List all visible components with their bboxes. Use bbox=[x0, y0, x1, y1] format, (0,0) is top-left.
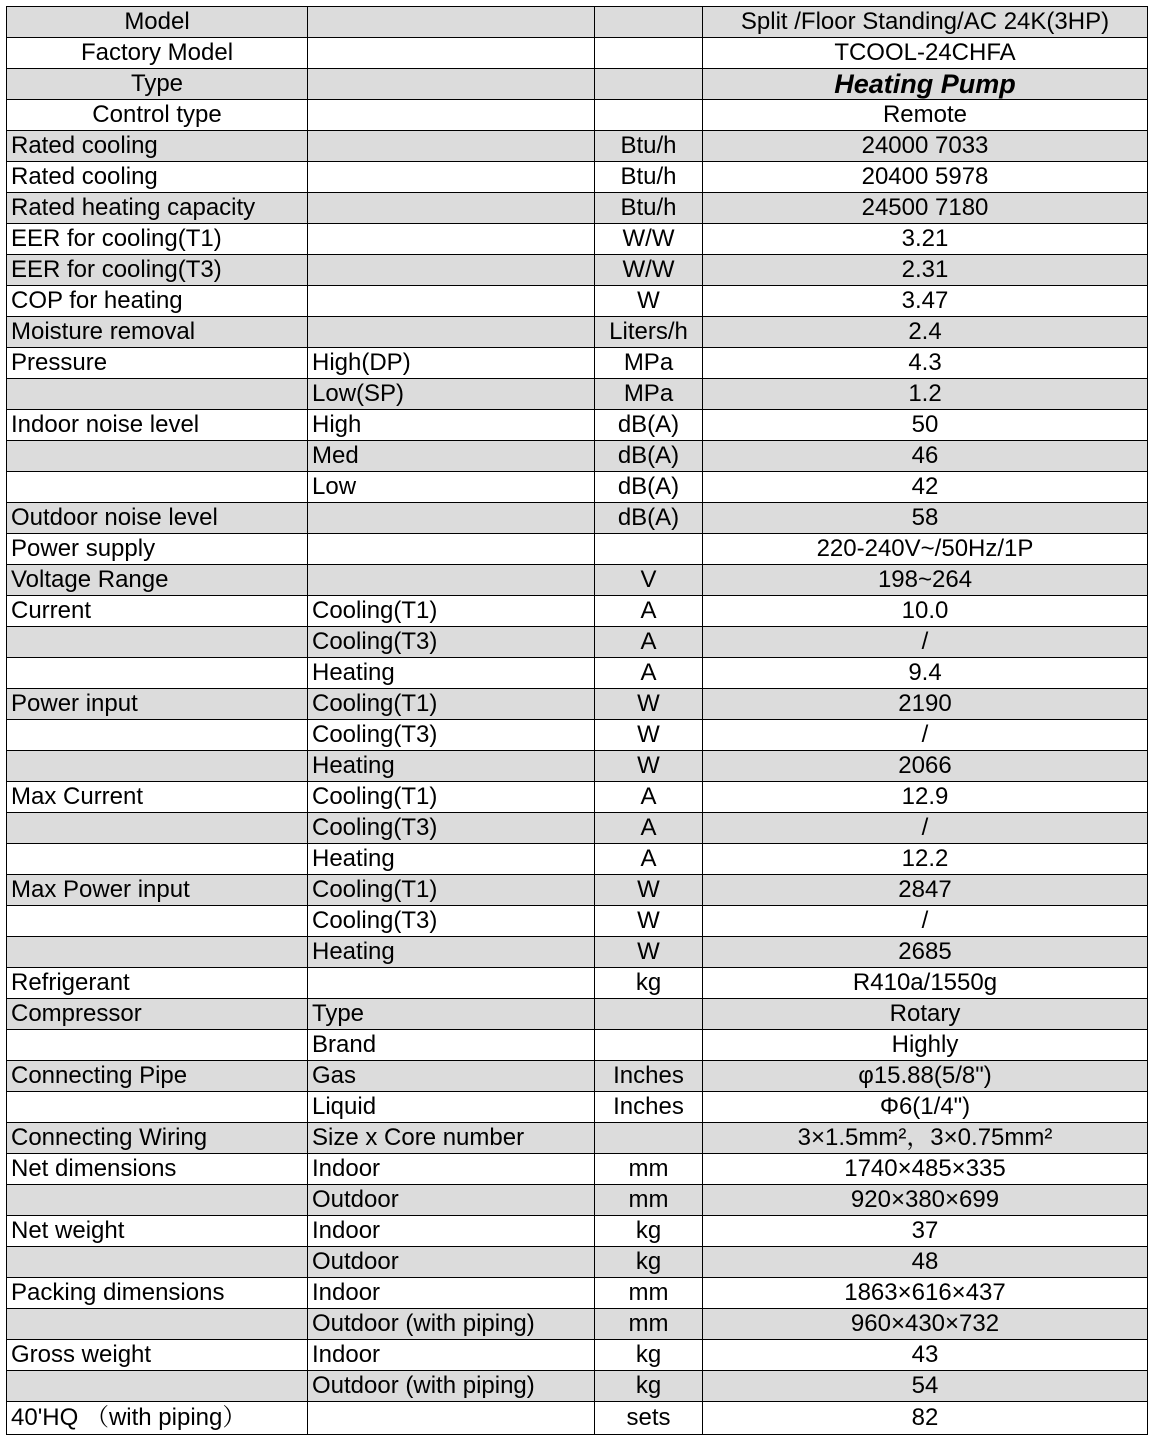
spec-label bbox=[7, 1371, 308, 1402]
spec-sub-label bbox=[308, 131, 595, 162]
spec-row bbox=[7, 844, 1148, 875]
spec-label: Power input bbox=[7, 689, 308, 720]
spec-value: φ15.88(5/8") bbox=[703, 1061, 1148, 1092]
spec-unit: Inches bbox=[595, 1061, 703, 1092]
spec-label bbox=[7, 1030, 308, 1061]
spec-label bbox=[7, 751, 308, 782]
header-value: Split /Floor Standing/AC 24K(3HP) bbox=[703, 7, 1148, 38]
spec-row bbox=[7, 937, 1148, 968]
spec-row bbox=[7, 193, 1148, 224]
spec-row bbox=[7, 410, 1148, 441]
spec-value: 10.0 bbox=[703, 596, 1148, 627]
spec-value: 12.2 bbox=[703, 844, 1148, 875]
spec-unit: mm bbox=[595, 1154, 703, 1185]
spec-sub-label bbox=[308, 503, 595, 534]
spec-value: 960×430×732 bbox=[703, 1309, 1148, 1340]
spec-unit: A bbox=[595, 844, 703, 875]
spec-row bbox=[7, 658, 1148, 689]
spec-label bbox=[7, 813, 308, 844]
header-row bbox=[7, 38, 1148, 69]
spec-sub-label: Heating bbox=[308, 751, 595, 782]
spec-label: Connecting Pipe bbox=[7, 1061, 308, 1092]
spec-row bbox=[7, 348, 1148, 379]
spec-sub-label bbox=[308, 286, 595, 317]
spec-row bbox=[7, 1123, 1148, 1154]
spec-row bbox=[7, 1340, 1148, 1371]
spec-value: 920×380×699 bbox=[703, 1185, 1148, 1216]
spec-sub-label: Outdoor bbox=[308, 1185, 595, 1216]
spec-sub-label: Indoor bbox=[308, 1216, 595, 1247]
spec-row bbox=[7, 1247, 1148, 1278]
spec-unit: W bbox=[595, 937, 703, 968]
spec-sub-label bbox=[308, 317, 595, 348]
spec-value: 82 bbox=[703, 1402, 1148, 1435]
spec-value: 37 bbox=[703, 1216, 1148, 1247]
spec-unit: mm bbox=[595, 1185, 703, 1216]
spec-value: 54 bbox=[703, 1371, 1148, 1402]
spec-row bbox=[7, 1185, 1148, 1216]
spec-label: Max Power input bbox=[7, 875, 308, 906]
spec-table-body bbox=[7, 7, 1148, 1435]
spec-sub-label: Outdoor bbox=[308, 1247, 595, 1278]
spec-value: / bbox=[703, 627, 1148, 658]
spec-unit: V bbox=[595, 565, 703, 596]
spec-value: 198~264 bbox=[703, 565, 1148, 596]
spec-value: 220-240V~/50Hz/1P bbox=[703, 534, 1148, 565]
spec-sub-label: Indoor bbox=[308, 1340, 595, 1371]
header-empty-cell bbox=[595, 7, 703, 38]
spec-unit: W/W bbox=[595, 224, 703, 255]
header-empty-cell bbox=[595, 69, 703, 100]
spec-unit: MPa bbox=[595, 379, 703, 410]
spec-value: 2066 bbox=[703, 751, 1148, 782]
spec-sub-label: Cooling(T1) bbox=[308, 689, 595, 720]
spec-value: Rotary bbox=[703, 999, 1148, 1030]
spec-row bbox=[7, 906, 1148, 937]
spec-value: / bbox=[703, 813, 1148, 844]
spec-sub-label: Liquid bbox=[308, 1092, 595, 1123]
spec-label: EER for cooling(T1) bbox=[7, 224, 308, 255]
spec-sub-label: Heating bbox=[308, 937, 595, 968]
spec-unit: W bbox=[595, 689, 703, 720]
spec-value: 3.47 bbox=[703, 286, 1148, 317]
spec-row bbox=[7, 596, 1148, 627]
spec-sub-label: Gas bbox=[308, 1061, 595, 1092]
spec-label: Net dimensions bbox=[7, 1154, 308, 1185]
spec-label bbox=[7, 1309, 308, 1340]
spec-sub-label: High(DP) bbox=[308, 348, 595, 379]
spec-label bbox=[7, 472, 308, 503]
header-value: Remote bbox=[703, 100, 1148, 131]
spec-row bbox=[7, 751, 1148, 782]
spec-label bbox=[7, 1247, 308, 1278]
spec-label bbox=[7, 720, 308, 751]
header-empty-cell bbox=[595, 38, 703, 69]
spec-label bbox=[7, 937, 308, 968]
spec-row bbox=[7, 1092, 1148, 1123]
header-label: Type bbox=[7, 69, 308, 100]
spec-value: 2190 bbox=[703, 689, 1148, 720]
spec-value: 2847 bbox=[703, 875, 1148, 906]
spec-label: Rated heating capacity bbox=[7, 193, 308, 224]
spec-value: 1863×616×437 bbox=[703, 1278, 1148, 1309]
spec-value: 42 bbox=[703, 472, 1148, 503]
spec-value: 12.9 bbox=[703, 782, 1148, 813]
spec-value: 1.2 bbox=[703, 379, 1148, 410]
spec-unit: dB(A) bbox=[595, 472, 703, 503]
spec-unit: W bbox=[595, 906, 703, 937]
spec-unit: dB(A) bbox=[595, 503, 703, 534]
spec-row bbox=[7, 1061, 1148, 1092]
spec-row bbox=[7, 1216, 1148, 1247]
spec-unit bbox=[595, 534, 703, 565]
spec-label: COP for heating bbox=[7, 286, 308, 317]
header-row bbox=[7, 7, 1148, 38]
spec-value: 48 bbox=[703, 1247, 1148, 1278]
spec-row bbox=[7, 1030, 1148, 1061]
spec-unit: Liters/h bbox=[595, 317, 703, 348]
spec-table bbox=[6, 6, 1148, 1435]
spec-sub-label bbox=[308, 224, 595, 255]
spec-row bbox=[7, 534, 1148, 565]
spec-label: Voltage Range bbox=[7, 565, 308, 596]
spec-label: Outdoor noise level bbox=[7, 503, 308, 534]
spec-row bbox=[7, 1371, 1148, 1402]
spec-label: Power supply bbox=[7, 534, 308, 565]
spec-unit bbox=[595, 1123, 703, 1154]
spec-sub-label: Cooling(T3) bbox=[308, 720, 595, 751]
spec-sub-label bbox=[308, 1402, 595, 1435]
header-empty-cell bbox=[595, 100, 703, 131]
spec-unit: kg bbox=[595, 968, 703, 999]
spec-label bbox=[7, 1092, 308, 1123]
spec-label bbox=[7, 379, 308, 410]
header-empty-cell bbox=[308, 38, 595, 69]
spec-value: 2.31 bbox=[703, 255, 1148, 286]
spec-unit: sets bbox=[595, 1402, 703, 1435]
spec-unit: A bbox=[595, 658, 703, 689]
spec-label: Compressor bbox=[7, 999, 308, 1030]
spec-label bbox=[7, 627, 308, 658]
spec-unit: W/W bbox=[595, 255, 703, 286]
spec-unit: W bbox=[595, 875, 703, 906]
spec-unit: A bbox=[595, 782, 703, 813]
spec-value: / bbox=[703, 906, 1148, 937]
spec-label: Current bbox=[7, 596, 308, 627]
header-empty-cell bbox=[308, 7, 595, 38]
spec-sub-label: Brand bbox=[308, 1030, 595, 1061]
spec-row bbox=[7, 317, 1148, 348]
spec-row bbox=[7, 565, 1148, 596]
spec-value: 2685 bbox=[703, 937, 1148, 968]
spec-label: Moisture removal bbox=[7, 317, 308, 348]
spec-unit bbox=[595, 1030, 703, 1061]
spec-label: Indoor noise level bbox=[7, 410, 308, 441]
header-row bbox=[7, 100, 1148, 131]
spec-row bbox=[7, 1309, 1148, 1340]
spec-value: Φ6(1/4") bbox=[703, 1092, 1148, 1123]
spec-label: Gross weight bbox=[7, 1340, 308, 1371]
spec-value: 3×1.5mm²，3×0.75mm² bbox=[703, 1123, 1148, 1154]
spec-label bbox=[7, 441, 308, 472]
spec-row bbox=[7, 999, 1148, 1030]
spec-value: 4.3 bbox=[703, 348, 1148, 379]
spec-row bbox=[7, 286, 1148, 317]
spec-row bbox=[7, 720, 1148, 751]
spec-unit: A bbox=[595, 813, 703, 844]
spec-sub-label: Heating bbox=[308, 844, 595, 875]
spec-unit: A bbox=[595, 596, 703, 627]
spec-row bbox=[7, 1278, 1148, 1309]
spec-row bbox=[7, 968, 1148, 999]
spec-unit bbox=[595, 999, 703, 1030]
spec-value: 43 bbox=[703, 1340, 1148, 1371]
header-empty-cell bbox=[308, 69, 595, 100]
header-empty-cell bbox=[308, 100, 595, 131]
spec-label: Rated cooling bbox=[7, 162, 308, 193]
spec-label bbox=[7, 906, 308, 937]
spec-sub-label bbox=[308, 565, 595, 596]
spec-label: Refrigerant bbox=[7, 968, 308, 999]
spec-unit: Btu/h bbox=[595, 162, 703, 193]
spec-unit: W bbox=[595, 751, 703, 782]
spec-value: 2.4 bbox=[703, 317, 1148, 348]
spec-unit: kg bbox=[595, 1247, 703, 1278]
spec-label: Connecting Wiring bbox=[7, 1123, 308, 1154]
spec-row bbox=[7, 813, 1148, 844]
spec-value: 46 bbox=[703, 441, 1148, 472]
spec-value: 50 bbox=[703, 410, 1148, 441]
spec-value: 3.21 bbox=[703, 224, 1148, 255]
spec-sub-label: Cooling(T3) bbox=[308, 813, 595, 844]
spec-sub-label bbox=[308, 162, 595, 193]
spec-row bbox=[7, 255, 1148, 286]
spec-label: Rated cooling bbox=[7, 131, 308, 162]
spec-sub-label: Cooling(T1) bbox=[308, 782, 595, 813]
spec-sub-label bbox=[308, 968, 595, 999]
spec-row bbox=[7, 1402, 1148, 1435]
spec-row bbox=[7, 224, 1148, 255]
spec-label bbox=[7, 1185, 308, 1216]
spec-row bbox=[7, 1154, 1148, 1185]
spec-value: 24000 7033 bbox=[703, 131, 1148, 162]
spec-value: 20400 5978 bbox=[703, 162, 1148, 193]
spec-unit: Inches bbox=[595, 1092, 703, 1123]
header-row bbox=[7, 69, 1148, 100]
spec-value: 1740×485×335 bbox=[703, 1154, 1148, 1185]
spec-sub-label: Size x Core number bbox=[308, 1123, 595, 1154]
spec-sub-label: Cooling(T1) bbox=[308, 875, 595, 906]
spec-unit: Btu/h bbox=[595, 193, 703, 224]
spec-label: Packing dimensions bbox=[7, 1278, 308, 1309]
header-label: Factory Model bbox=[7, 38, 308, 69]
spec-label: Pressure bbox=[7, 348, 308, 379]
spec-sub-label: Cooling(T3) bbox=[308, 906, 595, 937]
spec-sub-label bbox=[308, 193, 595, 224]
spec-unit: kg bbox=[595, 1340, 703, 1371]
spec-unit: kg bbox=[595, 1371, 703, 1402]
spec-unit: dB(A) bbox=[595, 410, 703, 441]
spec-row bbox=[7, 131, 1148, 162]
spec-value: / bbox=[703, 720, 1148, 751]
spec-unit: dB(A) bbox=[595, 441, 703, 472]
spec-label: Net weight bbox=[7, 1216, 308, 1247]
spec-row bbox=[7, 379, 1148, 410]
header-label: Model bbox=[7, 7, 308, 38]
spec-sub-label: Cooling(T3) bbox=[308, 627, 595, 658]
spec-label: 40'HQ （with piping） bbox=[7, 1402, 308, 1435]
header-label: Control type bbox=[7, 100, 308, 131]
header-value: TCOOL-24CHFA bbox=[703, 38, 1148, 69]
spec-sub-label: Indoor bbox=[308, 1154, 595, 1185]
spec-unit: kg bbox=[595, 1216, 703, 1247]
spec-sub-label: Med bbox=[308, 441, 595, 472]
header-value: Heating Pump bbox=[703, 69, 1148, 100]
spec-value: Highly bbox=[703, 1030, 1148, 1061]
spec-sub-label: Type bbox=[308, 999, 595, 1030]
spec-sub-label bbox=[308, 255, 595, 286]
spec-unit: Btu/h bbox=[595, 131, 703, 162]
spec-unit: mm bbox=[595, 1309, 703, 1340]
spec-unit: W bbox=[595, 720, 703, 751]
spec-unit: MPa bbox=[595, 348, 703, 379]
spec-row bbox=[7, 441, 1148, 472]
spec-row bbox=[7, 689, 1148, 720]
spec-sub-label: Low bbox=[308, 472, 595, 503]
spec-value: 58 bbox=[703, 503, 1148, 534]
spec-sub-label: Low(SP) bbox=[308, 379, 595, 410]
spec-value: 24500 7180 bbox=[703, 193, 1148, 224]
spec-sub-label: Outdoor (with piping) bbox=[308, 1309, 595, 1340]
spec-sub-label: Indoor bbox=[308, 1278, 595, 1309]
spec-sub-label: Outdoor (with piping) bbox=[308, 1371, 595, 1402]
spec-row bbox=[7, 162, 1148, 193]
spec-label bbox=[7, 658, 308, 689]
spec-value: 9.4 bbox=[703, 658, 1148, 689]
spec-unit: W bbox=[595, 286, 703, 317]
spec-sub-label: High bbox=[308, 410, 595, 441]
spec-row bbox=[7, 782, 1148, 813]
spec-row bbox=[7, 627, 1148, 658]
spec-value: R410a/1550g bbox=[703, 968, 1148, 999]
spec-unit: A bbox=[595, 627, 703, 658]
spec-unit: mm bbox=[595, 1278, 703, 1309]
spec-sub-label: Cooling(T1) bbox=[308, 596, 595, 627]
spec-label: EER for cooling(T3) bbox=[7, 255, 308, 286]
spec-label: Max Current bbox=[7, 782, 308, 813]
spec-row bbox=[7, 875, 1148, 906]
spec-label bbox=[7, 844, 308, 875]
spec-sub-label: Heating bbox=[308, 658, 595, 689]
spec-sub-label bbox=[308, 534, 595, 565]
spec-row bbox=[7, 472, 1148, 503]
spec-row bbox=[7, 503, 1148, 534]
